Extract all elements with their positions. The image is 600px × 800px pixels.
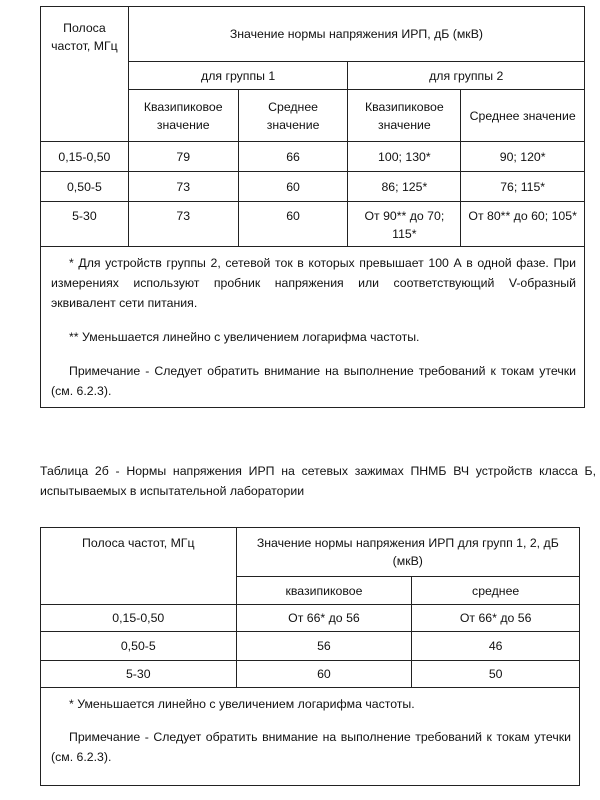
cell-band: 0,15-0,50 xyxy=(41,142,129,172)
header-quasi-peak-g1: Квазипиковое значение xyxy=(128,90,238,142)
cell-band: 0,50-5 xyxy=(41,172,129,202)
table-row xyxy=(41,142,585,172)
footnote-2: ** Уменьшается линейно с увеличением логарифма частоты. xyxy=(69,330,420,344)
cell-value: От 80** до 60; 105* xyxy=(461,202,585,247)
cell-value: 60 xyxy=(236,661,412,688)
cell-value: 60 xyxy=(238,202,348,247)
header-norm-value: Значение нормы напряжения ИРП, дБ (мкВ) xyxy=(128,7,584,62)
cell-band: 5-30 xyxy=(41,661,237,688)
header-average-g1: Среднее значение xyxy=(238,90,348,142)
cell-value: 50 xyxy=(412,661,580,688)
footnote-1: * Для устройств группы 2, сетевой ток в которых превышает 100 А в одной фазе. При измерениях используют пробник напряжения или соответствующий V-образный эквивалент сети питания. xyxy=(51,256,576,310)
footnote-1: * Уменьшается линейно с увеличением логарифма частоты. xyxy=(69,697,415,711)
cell-value: 56 xyxy=(236,632,412,661)
cell-band: 5-30 xyxy=(41,202,129,247)
cell-band: 0,15-0,50 xyxy=(41,605,237,632)
table-notes xyxy=(41,247,585,408)
cell-value: 79 xyxy=(128,142,238,172)
cell-value: 76; 115* xyxy=(461,172,585,202)
header-frequency-band: Полоса частот, МГц xyxy=(41,528,237,605)
table-remark: Примечание - Следует обратить внимание на выполнение требований к токам утечки (см. 6.2.3). xyxy=(51,364,576,398)
header-average: среднее xyxy=(412,577,580,605)
table-row xyxy=(41,632,580,661)
norms-table-1 xyxy=(40,6,585,408)
table-remark: Примечание - Следует обратить внимание на выполнение требований к токам утечки (см. 6.2.3). xyxy=(51,730,571,764)
table-2-caption: Таблица 2б - Нормы напряжения ИРП на сетевых зажимах ПНМБ ВЧ устройств класса Б, испытываемых в испытательной лаборатории xyxy=(40,464,596,498)
cell-band: 0,50-5 xyxy=(41,632,237,661)
norms-table-2 xyxy=(40,527,580,786)
header-frequency-band: Полоса частот, МГц xyxy=(41,7,129,142)
table-row xyxy=(41,605,580,632)
cell-value: 66 xyxy=(238,142,348,172)
cell-value: От 66* до 56 xyxy=(236,605,412,632)
cell-value: 46 xyxy=(412,632,580,661)
cell-value: 73 xyxy=(128,202,238,247)
cell-value: 73 xyxy=(128,172,238,202)
header-group-2: для группы 2 xyxy=(348,62,585,90)
cell-value: От 66* до 56 xyxy=(412,605,580,632)
table-row xyxy=(41,202,585,247)
table-notes xyxy=(41,688,580,786)
table-row xyxy=(41,172,585,202)
header-norm-value: Значение нормы напряжения ИРП для групп 1, 2, дБ (мкВ) xyxy=(236,528,579,577)
table-row xyxy=(41,661,580,688)
cell-value: 90; 120* xyxy=(461,142,585,172)
header-quasi-peak-g2: Квазипиковое значение xyxy=(348,90,461,142)
cell-value: От 90** до 70; 115* xyxy=(348,202,461,247)
cell-value: 60 xyxy=(238,172,348,202)
cell-value: 100; 130* xyxy=(348,142,461,172)
header-quasi-peak: квазипиковое xyxy=(236,577,412,605)
header-average-g2: Среднее значение xyxy=(461,90,585,142)
cell-value: 86; 125* xyxy=(348,172,461,202)
header-group-1: для группы 1 xyxy=(128,62,348,90)
